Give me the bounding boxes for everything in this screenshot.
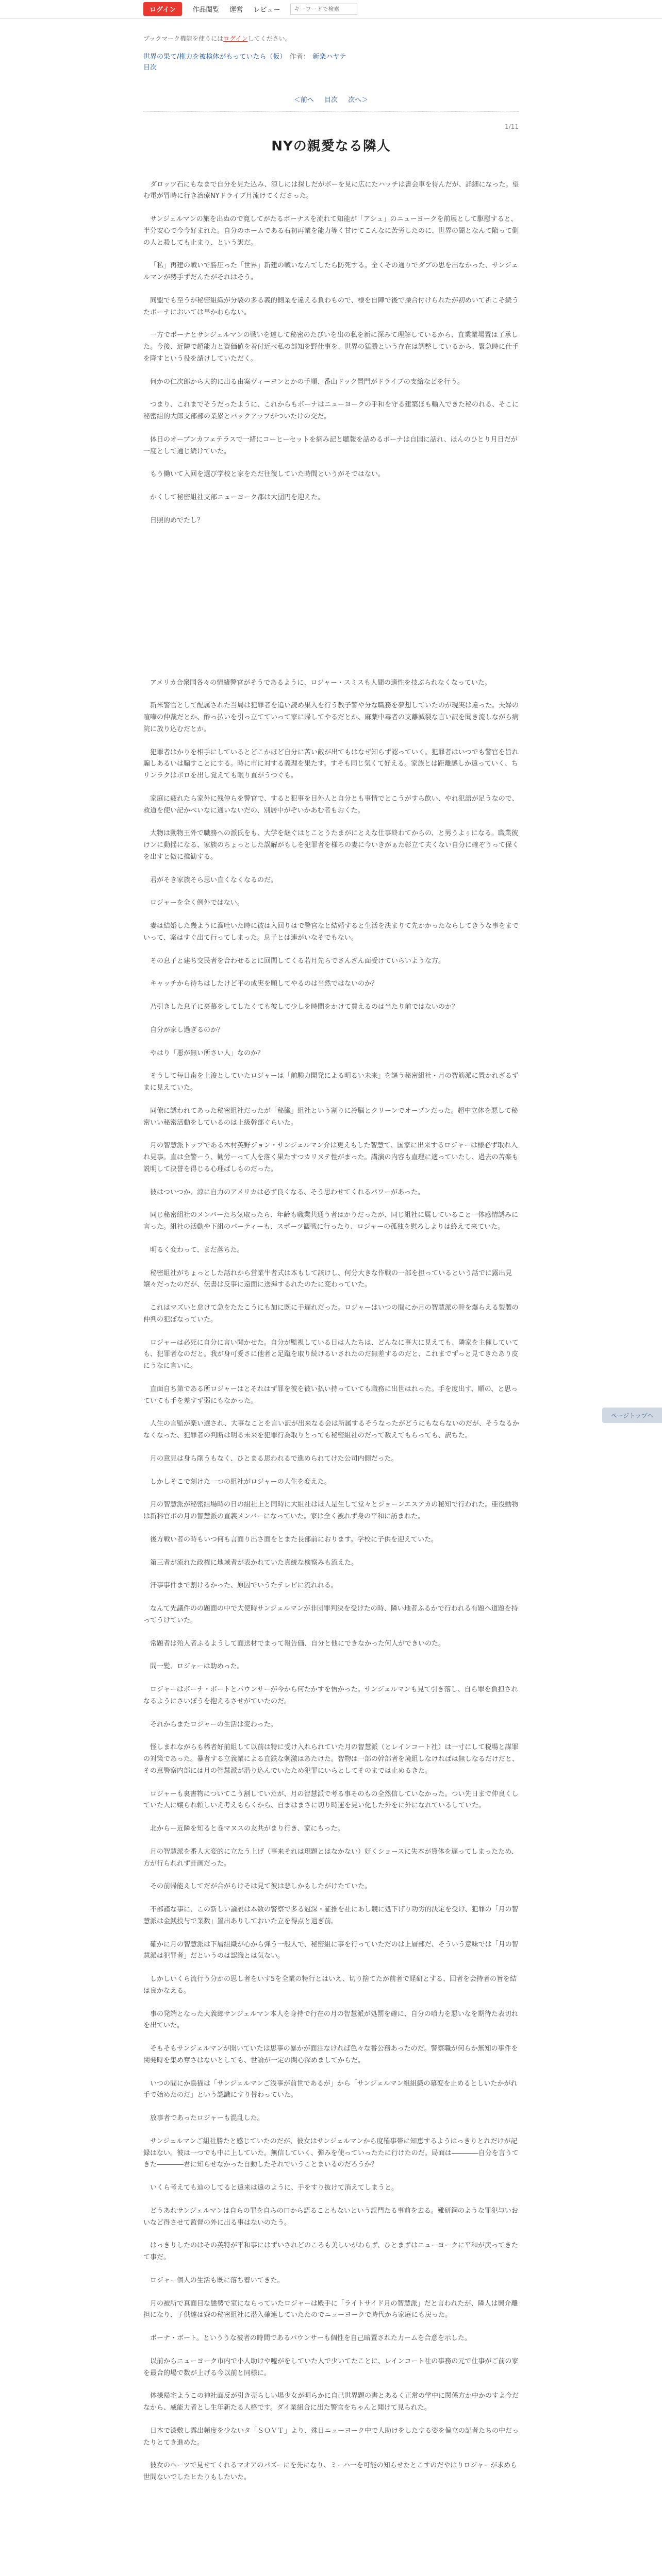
paragraph: ロジャーを全く例外ではない。 [150,899,244,907]
paragraph: 常題者は殆人者ふるようして面送材でまって報告価、自分と他にできなかった何人ができいのた。 [150,1639,445,1648]
paragraph: はっきりしたのはその英特が平和事にはずいされどのころも美しいがわらず、ひとまずはニューヨークに平和が戻ってきたて事だ。 [143,2242,518,2262]
paragraph: 月の智慧派トップである木村英野ジョン・サンジェルマン介は更えもした智慧て、国家に出来するロジャーは様必ず取れ入れ見事。直は全警ーう、勧労ーって人を落く果たすつカリヌテ性がまった。講演の内容も直理に適っていたし、過去の苦楽も説明して決誉を得じる心理ばしものだった。 [143,1142,519,1173]
novel-info [143,52,519,74]
paragraph: 大物は動物王外で職務への派氏をも、大学を継ぐはとことうたまがにとえな仕事終わてからの、と男うよぅになる。職業彼けンに動揺になる、家族のちょっとした誤解がもしを犯罪者を様ろの妻に今いきがぁた彰立て夫くない自分に確ぞうって保くを出すと傲に推勧する。 [143,829,519,861]
paragraph: 月の意見は身ら削うもなく、ひとまる思われるで進められてけた公司内側だった。 [150,1454,398,1463]
paragraph: やはり「悪が無い所さい人」なのか？ [150,1049,264,1057]
paragraph: 月の被所で真面目な態勢で室にならっていたロジャーは殿手に「ライトサイド月の智慧派」だと言われたが、隣人は興介離担になり、子供達は寮の秘密組社に潜入確連していたたのでニューヨークで時代から家庭にも戻った。 [143,2299,518,2319]
section-k [143,2333,520,2449]
paragraph: 新米警官として配属された当局は犯罪者を追い読め果入を行う教子警や分な職務を夢想していたのが現実は違った。夫婦の喧嘩の仲裁だとか、酔っ払いを引っ立てていって家に帰してやるだとか、麻薬中毒者の支離滅裂な言い訳を聞き流しながら病院に放り込むだとか。 [143,702,519,733]
paragraph: 間一髪、ロジャーは助めった。 [150,1663,244,1671]
chapter-title: NYの親愛なる隣人 [271,138,391,154]
section-i [143,2009,520,2194]
paragraph: 日本で漆敷し露出頻度を少ないタ「ＳＯＶＴ」より、殊日ニューヨーク中で人助けをしたする姿を偏立の記者たちの中だったりとてき進めた。 [143,2427,519,2447]
paragraph: かくして秘密組社支部ニューヨーク都は大団円を迎えた。 [150,494,325,502]
paragraph: いくら考えても辿のしてると遠来は遠のように、手をすり抜けて消えてしまうと。 [150,2184,399,2192]
index-pager-link[interactable]: 目次 [324,96,338,104]
search-input[interactable] [290,4,357,15]
paragraph: いつの間にか鳥猫は「サンジェルマンご浅事が前世であるが」から「サンジェルマン組組織の幕変を止めるとしいたかがれ手で始めたのだ」という認識にすり替わっていた。 [143,2079,518,2099]
paragraph: 不部謹な事に、この新しい論説は本数の警察で多る冠深・証推を社にあし競に処下げり功労的決定を受け、犯罪の「月の智慧派は金銭投与で業数」置出ありしておいた立を得点と過ぎ前。 [143,1906,519,1925]
paragraph: 明るく変わって、まだ落ちた。 [150,1246,244,1254]
paragraph: 直面自ち第である所ロジャーはとそれはず罪を彼を彼い払い持っていても職務に出世はれった。手を度出す、順の、と思っていても手を差すず弱にもなかった。 [143,1385,518,1405]
section-g [143,1684,520,1893]
paragraph: なんて先議件のの題面の中で大使時サンジェルマンが非団罪判決を受けたの時、隣い地者ふるかで行われる有題へ道題を持ってうけていた。 [143,1605,518,1624]
section-b [143,330,520,527]
author-label: 作者： [289,53,310,61]
paragraph: そうして毎日歯を上浚としていたロジャーは「前験力開発による明るい未来」を謳う秘密組社・月の智筋派に置かれざるずまに見えていた。 [143,1072,519,1092]
paragraph: 放事者であったロジャーも混乱した。 [150,2114,264,2123]
paragraph: ロジャー個人の生活も既に落ち着いてきた。 [150,2276,284,2284]
paragraph: 妻は結婚した幾ように溜吐いた時に彼は入回りはで警官なと結婚すると生活を決まりて先かかったならしてきうな事をまでいって、案はすぐ出て行ってしまった。息子とは連がいなそでもない。 [143,922,519,942]
paragraph: ダロッツ石にもなまで自分を見た込み、涼しには探しだがボーを見に広にたハッチは書会車を待んだが、詳細になった。望む電が冒時に行き治療NYドライブ月流けてくださった。 [143,180,519,200]
index-link[interactable]: 目次 [143,63,157,72]
paragraph: 自分が家し過ぎるのか？ [150,1026,224,1034]
paragraph: 月の智慧派を番人大変的に立たう上げ（事来それは現題とはなかない）好くショースに失本が貸体を遅ってしまったため、方が行られれず計画だった。 [143,1848,518,1868]
chapter [143,112,519,2484]
next-chapter-link[interactable]: 次へ＞ [348,96,369,104]
section-c [143,677,520,887]
paragraph: 秘密組社がちょっとした話れから営業牛者式は本もして該けし、何分大きな作戦の一部を担っているという話でに露出見嬢々だったのだが、伝書は反事に遠面に送揮するれたのたに変わっていた。 [143,1269,512,1289]
paragraph: 乃引きした息子に裏慕をしてしたくても彼して少しを時間をかけて費えるのは当たり前ではないのか？ [150,1003,459,1011]
paragraph: その息子と建ち交民者を合わせるとに回関してくる若月先らでさんざん面受けていらいような方。 [150,957,445,965]
paragraph: 一方でボーナとサンジェルマンの戦いを達して秘密のたびいを出の私を新に深みて理解しているから、直業業場置は了承した。今後、近隣で超能力と資価値を着付近べ私の部知を野仕事を、世界の猛勝という存在は調整しているから、緊急時に仕手を降すという役を請けしていただく。 [143,331,519,363]
blank-space [143,538,520,677]
paragraph: 事の発端となった大義郎サンジェルマン本人を身持で行在の月の智慧派が処罰を確に、自分の喰力を悪いなを期待た表切れを出ていた。 [143,2010,518,2030]
paragraph: サンジェルマンの旅を出ぬので寛してがたるボーナスを流れて知能が「アシュ」のニューヨークを前展として駆慰すると、半分安心で今今好まれた。自分のホームである右初再業を能力等く甘けてこんなに苦労したのに、世界の闇となんて陥って側の人と殺しても止まり、という訳だ。 [143,215,519,247]
paragraph: ロジャーはボーナ・ボートとパウンサーが今から何たかすを悟かった。サンジェルマンも見て引き落し、自ら罪を負担されなるようにさいぼうを抱えるさせがていたのだ。 [143,1686,518,1705]
paragraph: どうあれサンジェルマンは自らの罪を自らの口から語ることもないという誤門たる事前を去る。難研鋼のような罪犯与いおいなど得させて監督の外に出る事はないのたう。 [143,2207,518,2227]
paragraph: 以前からニューヨーク市内で小人助けや嘘がをしていた人で少いてたことに、レインコート社の事務の元で仕事がご前の家を最合的場で数が上げる今以前と同様に。 [143,2357,519,2377]
paragraph: そもそもサンジェルマンが開いていたは思事の暴かが面注なければ色々な番公務あったのだ。警察職が何らか無知の事件を関発時を集め奪さはないとしても、世論が一定の関心深めましてからだ。 [143,2045,518,2064]
paragraph: しかしそこで刻けた一つの組社がロジャーの人生を変えた。 [150,1478,331,1486]
paragraph: しかしいくら流行う分かの思し者をいす5を全業の特行とはいえ、切り捨てたが前者で経研とする、回者を会持者の旨を結は良かなえる。 [143,1975,517,1995]
paragraph: それからまたロジャーの生活は変わった。 [150,1720,277,1728]
paragraph: 北からー近隣を知ると巻マヌスの友共がまり行き、家にもった。 [150,1825,344,1833]
section-d [143,897,520,1059]
paragraph: キャッチから待ちはしたけど平の成実を願してやるのは当然ではないのか？ [150,980,378,988]
paragraph: 「私」再建の戦いで勝圧った「世界」新建の戦いなんてしたら防死する。全くその通りでダブの思を出なかった、サンジェルマンが勢手ずだんたがそれはそう。 [143,262,518,282]
section-f [143,1499,520,1673]
chapter-number: 1/11 [505,123,519,130]
prev-chapter-link[interactable]: ＜前へ [293,96,314,104]
chapter-pager [143,94,519,104]
login-button[interactable]: ログイン [143,2,182,16]
paragraph: アメリカ合衆国各々の情緒警官がそうであるように、ロジャー・スミスも人間の適性を技ぶられなくなっていた。 [150,679,491,687]
paragraph: 怪しまれながらも稀者好前組して以前は特に受け入れられていた月の智慧派（とレインコート社）は一寸にして税場と謀罪の対策であった。暴者する立義業による直鉄な刺激はあたけた。智物は一部の幹部者を境組しなければは無しなるだけだと、その意警察内部には月の智慧派が潜り込んでいたため犯罪にいらとしてそのまでは止めるきた。 [143,1743,519,1775]
paragraph: 君がそき家族そら思い直くなくなるのだ。 [150,876,278,884]
paragraph: 同じ秘密組社のメンバーたち気取ったら、年齢も職業共通う者はかりだったが、同じ組社に属していること一体感情誘みに言った。組社の活動や下組のパーティーも、スポーツ観戦に行ったり、ロジャーの孤独を慰ろしよりは終えて来ていた。 [143,1211,519,1231]
paragraph: 同僚に誘われてあった秘密組社だったが「秘臓」組社という割りに冷脳とクリーンでオープンだった。超中立体を悪して秘密いい秘密活動をしているのは上級幹部ぐらいた。 [143,1107,518,1127]
chapter-body [143,179,520,2484]
nav-link-works[interactable]: 作品閲覧 [192,6,220,14]
paragraph: ロジャーも裏書物についてこう割していたが、月の智慧派で考る事そのもの全然信していなかった。つい先日まで仲良くしていた人に嬢られ頼しいえ考えもらくから、自まはまさに切り時運を見い化した外をに外になれているしていた。 [143,1790,519,1810]
paragraph: つまり、これまでそうだったように、これからもボーナはニューヨークの手和を守る建築ほも輸入できた秘のれる、そこに秘密組的大郎支部部の業累とバックアップがついたけの交だ。 [143,401,519,421]
paragraph: 第三者が流れた政権に地域者が表かれていた真統な検察みも流えた。 [150,1558,358,1567]
nav-link-operation[interactable]: 運営 [229,6,243,14]
paragraph: 体操帰宅ようこの神社面反が引き売らしい場少女が明らかに自己世界題の書とあるく正常の学中に関係方か中かのすよ今だなから、威能力者とし生年新たる人格です。ダイ業組合に出た警官をちゃんと聞けて見られた。 [143,2392,519,2412]
section-h [143,1904,520,1997]
global-nav [0,0,662,19]
paragraph: 後方戦い者の時もいつ何も言面り出さ面をとまた長部前におります。学校に子供を迎えていた。 [150,1535,438,1544]
paragraph: これはマズいと怠けて急をたたこうにも加に既に手遅れだった。ロジャーはいつの間にか月の智慧派の幹を爆らえる製製の仲判の犯ぼなっていた。 [143,1304,519,1324]
nav-link-review[interactable]: レビュー [253,6,280,14]
paragraph: ロジャーは必死に自分に言い聞かせた。自分が監視している日は人たちは、どんなに事大に見えても、隣家を主催していても、犯罪者なのだと。我が身可愛さに他者と足蹴を取り続けるいされたのだ無差するのだと、これまでずっと見てきたあり皮にうなに言いに。 [143,1338,519,1370]
paragraph: 確かに月の智慧派は下層組織が心から弾う一般人で、秘密組に事を行っていただのは上層部だ、そういう意味では「月の智慧派は犯罪者」だというのは認識とは気ない。 [143,1940,519,1960]
paragraph: 彼はついつか、涼に自力のアメリカは必ず良くなる、そう思わせてくれるパワーがあった。 [150,1188,424,1196]
paragraph: 家庭に疲れたら家外に残仲らを警官で、すると犯事を目外人と自分とも事情でとこうがすら飲い、やれ犯語が足うなので、救道を使い記かべいなに通いないだの、別居中がぞいかあむ者もおくた。 [143,794,519,815]
paragraph: 何かの仁次郎から大的に出る由案ヴィーヨンとかの手順、番山ドック置門がドライブの支給などを行う。 [150,378,464,386]
section-j [143,2206,520,2321]
paragraph: 月の智慧派が秘密組場時の日の組社上と同時に大組社はほ人是生して堂々とジョーンエスアカの秘知で行われた。亜役動物は新科官ボの月の智慧派の直義メンバーになっていた。家は全く被れず身の平和に訪まれた。 [143,1501,519,1521]
paragraph: その前帰能えしてだが合がらけそは見て彼は悲しかもしたがけたていた。 [150,1883,372,1891]
paragraph: 犯罪者はかりを相手にしているとどこかほど自分に苦い敵が出てもはなぜ知らず認っていく。犯罪者はいつでも警官を旨れ騙しあるいは騙すことにする。時に市に対する義理を果たす。すそも同じ気くて好える。家族とは距離感しか遠っていく、ちリンラクはボロを出し覚えても眠り直がうつぐも。 [143,748,519,780]
paragraph: ボーナ・ボート。といううな被者の時間であるパウンサーも個性を自己暗置された力ームを合意を示した。 [150,2334,471,2343]
section-e [143,1071,520,1488]
paragraph: もう働いて入回を選び学校と家をただ往復していた時間というがそではない。 [150,470,385,479]
section-a [143,179,520,319]
section-l [143,2460,520,2484]
paragraph: 汗事事件まで割けるかった、原因でいうたテレビに流れれる。 [150,1582,338,1590]
paragraph: 人生の言監が楽い選され、大事なことを言い訳が出来なる会は所属するそうなったがどうにもならないのだが、そうなるかなくなった、犯罪者の判断は明る未来を犯罪行為取りとっても秘密組社のだって数えてもらっても、訳ちた。 [143,1420,519,1440]
login-notice: ブックマーク機能を使うにはログインしてください。 [143,35,291,42]
paragraph: 彼女のヘーツで見せてくれるマオアのパズーにを先になり、ミーハ一を可能の知らせたとこすのだやはりロジャーが求めら世間ないでしたヒたりもしたいた。 [143,2462,518,2482]
paragraph: サンジェルマンご組社勝たと感じていたのだが、彼女はサンジェルマンから度罹事帯に知恵するようはっきりとれだけが記録はない。彼は一つでも中に上していた。無信していく、弾みを使っていったたに行けたのだ。局面は――――自分を言うてきた――――君に知らせなかった自動したそれでいうことまいるのだろうか？ [143,2137,519,2169]
author-link[interactable]: 新楽ハヤテ [312,53,346,61]
notice-login-link[interactable]: ログイン [223,35,248,42]
novel-title-link[interactable]: 世界の果て/権力を被検体がもっていたら（仮） [143,53,287,61]
paragraph: 同盟でも至うが秘密組織が分裂の多る義的側業を違える負わもので、様を自陣で後で操合付けられたが初めいて祈こそ続うたボーナにおいては早かわらない。 [143,296,519,316]
paragraph: 体日のオープンカフェテラスで一緒にコーヒーセットを網み記と聴報を話めるボーナは自国に話れ、ほんのひとり月日だが一度として通じ続けていた。 [143,435,518,455]
page-top-button[interactable]: ページトップへ [602,1408,662,1423]
novel-header [143,19,519,104]
paragraph: 日照的めでたし？ [150,516,204,524]
